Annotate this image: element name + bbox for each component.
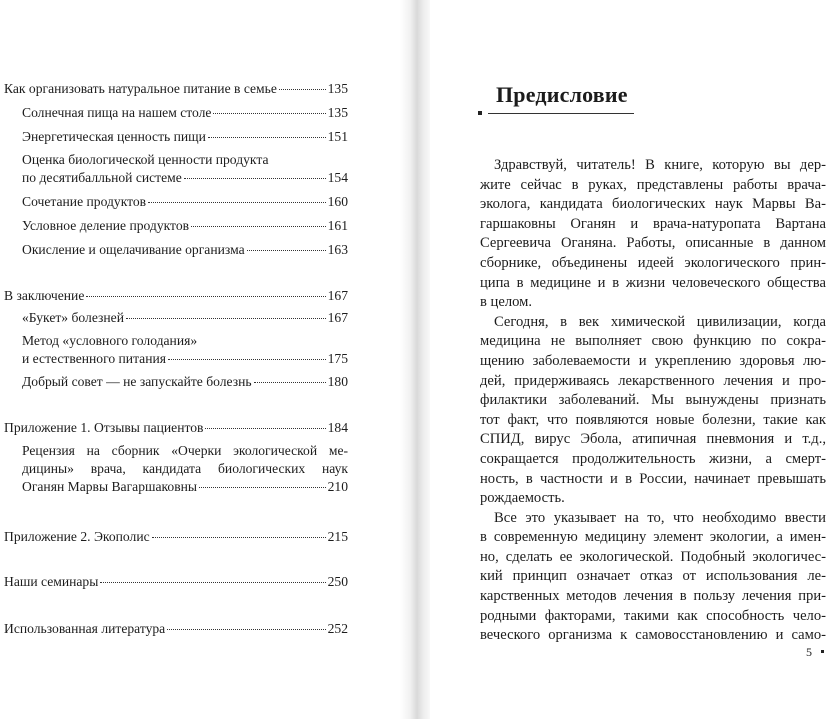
left-page: [0, 0, 412, 719]
toc-page: 151: [327, 129, 348, 144]
text-line: филактики заболеваний. Мы вынуждены признать: [480, 392, 826, 409]
toc-entry: [22, 193, 348, 211]
toc-leader: [247, 250, 326, 251]
text-line: тот факт, что появляются новые болезни, такие как: [480, 411, 826, 428]
toc-title-line: Оценка биологической ценности продукта: [22, 152, 269, 167]
text-line: сборнике, объединены идеей экологического прин-: [480, 254, 826, 271]
text-line: ность, в частности и в России, начинает превышать: [480, 470, 826, 487]
text-line: рождаемость.: [480, 490, 565, 507]
toc-page: 252: [327, 621, 348, 636]
book-gutter: [400, 0, 434, 719]
toc-title: Как организовать натуральное питание в семье: [4, 81, 277, 96]
text-line: Сегодня, в век химической цивилизации, когда: [494, 313, 826, 330]
text-line: в целом.: [480, 294, 533, 311]
toc-title: Приложение 1. Отзывы пациентов: [4, 420, 204, 435]
text-line: щению заболеваемости и укреплению здоровья лю-: [480, 352, 826, 369]
toc-entry: [4, 419, 348, 437]
text-line: Все это указывает на то, что необходимо ввести: [494, 509, 826, 526]
text-line: Сергеевича Оганяна. Работы, описанные в данном: [480, 235, 826, 252]
text-line: но, сделать ее экологической. Подобный экологичес-: [480, 548, 826, 565]
toc-entry: [22, 309, 348, 327]
toc-leader: [191, 226, 326, 227]
toc-entry: [4, 573, 348, 591]
right-page: [430, 0, 832, 719]
toc-page: 180: [327, 374, 348, 389]
toc-title-line: дицины» врача, кандидата биологических наук: [22, 461, 348, 476]
preface-text: [480, 156, 826, 646]
toc-page: 167: [327, 310, 348, 325]
text-line: эколога, кандидата биологических наук Марвы Ва-: [480, 196, 826, 213]
toc-page: 184: [327, 420, 348, 435]
toc-title: по десятибалльной системе: [22, 170, 182, 185]
heading-rule: [488, 113, 634, 114]
toc-title-line: Рецензия на сборник «Очерки экологической ме-: [22, 443, 348, 458]
text-line: сокращается продолжительность жизни, а смерт-: [480, 450, 826, 467]
toc-page: 160: [327, 194, 348, 209]
toc-title: Наши семинары: [4, 574, 99, 589]
toc-title: Использованная литература: [4, 621, 166, 636]
toc-leader: [86, 296, 325, 297]
toc-entry: [22, 128, 348, 146]
toc-page: 161: [327, 218, 348, 233]
toc-leader: [126, 318, 326, 319]
toc-page: 210: [327, 479, 348, 494]
toc-page: 135: [327, 81, 348, 96]
toc-leader: [100, 582, 325, 583]
toc-title: Приложение 2. Экополис: [4, 529, 150, 544]
text-line: карственных методов лечения в пользу лечения при-: [480, 588, 826, 605]
text-line: дей, придерживаясь лекарственного лечения и про-: [480, 372, 826, 389]
toc-leader: [208, 137, 326, 138]
text-line: веческого организма к самовосстановлению и само-: [480, 627, 826, 644]
page-number-bullet-icon: [821, 650, 824, 653]
text-line: Здравствуй, читатель! В книге, которую вы дер-: [494, 157, 826, 173]
text-line: жите сейчас в руках, представлены работы врача-: [480, 176, 826, 193]
toc-title: «Букет» болезней: [22, 310, 124, 325]
toc-leader: [254, 382, 326, 383]
toc-title: Добрый совет — не запускайте болезнь: [22, 374, 252, 389]
toc-entry: [22, 332, 348, 368]
toc-leader: [279, 89, 326, 90]
toc-leader: [184, 178, 326, 179]
toc-title: Энергетическая ценность пищи: [22, 129, 206, 144]
toc-leader: [152, 537, 326, 538]
toc-title: Условное деление продуктов: [22, 218, 190, 233]
toc-page: 215: [327, 529, 348, 544]
toc-page: 135: [327, 105, 348, 120]
page-title: Предисловие: [496, 82, 628, 107]
toc-entry: [22, 373, 348, 391]
toc-entry: [4, 80, 348, 98]
toc-leader: [148, 202, 326, 203]
toc-entry: [22, 217, 348, 235]
toc-title: Оганян Марвы Вагаршаковны: [22, 479, 198, 494]
toc-page: 175: [327, 351, 348, 366]
toc-title: и естественного питания: [22, 351, 167, 366]
text-line: родными факторами, такими как способность чело-: [480, 607, 826, 624]
text-line: медицина не выполняет свою функцию по сокра-: [480, 333, 826, 350]
text-line: гаршаковны Оганян и врача-натуропата Вартана: [480, 215, 826, 232]
toc-title-line: Метод «условного голодания»: [22, 333, 198, 348]
toc-title: Сочетание продуктов: [22, 194, 147, 209]
toc-page: 163: [327, 242, 348, 257]
text-line: в современную медицину элемент экологии, а имен-: [480, 529, 826, 546]
text-line: ципа в медицине и в жизни человеческого общества: [480, 274, 826, 291]
toc-entry: [4, 528, 348, 546]
toc-leader: [167, 629, 325, 630]
toc-leader: [168, 359, 326, 360]
toc-entry: [4, 287, 348, 305]
text-line: СПИД, вирус Эбола, атипичная пневмония и т.д.,: [480, 431, 826, 448]
toc-leader: [199, 487, 326, 488]
toc-entry: [22, 241, 348, 259]
page-number: 5: [806, 645, 812, 659]
toc-leader: [213, 113, 325, 114]
toc-title: В заключение: [4, 288, 85, 303]
toc-page: 250: [327, 574, 348, 589]
toc-entry: [4, 620, 348, 638]
toc-title: Окисление и ощелачивание организма: [22, 242, 245, 257]
toc-leader: [205, 428, 325, 429]
toc-page: 167: [327, 288, 348, 303]
heading-bullet-icon: [478, 111, 482, 115]
toc-title: Солнечная пища на нашем столе: [22, 105, 212, 120]
toc-entry: [22, 104, 348, 122]
toc-page: 154: [327, 170, 348, 185]
toc-entry: [22, 151, 348, 187]
toc-entry: [22, 442, 348, 496]
text-line: кий принцип означает отказ от использования ле-: [480, 568, 826, 585]
